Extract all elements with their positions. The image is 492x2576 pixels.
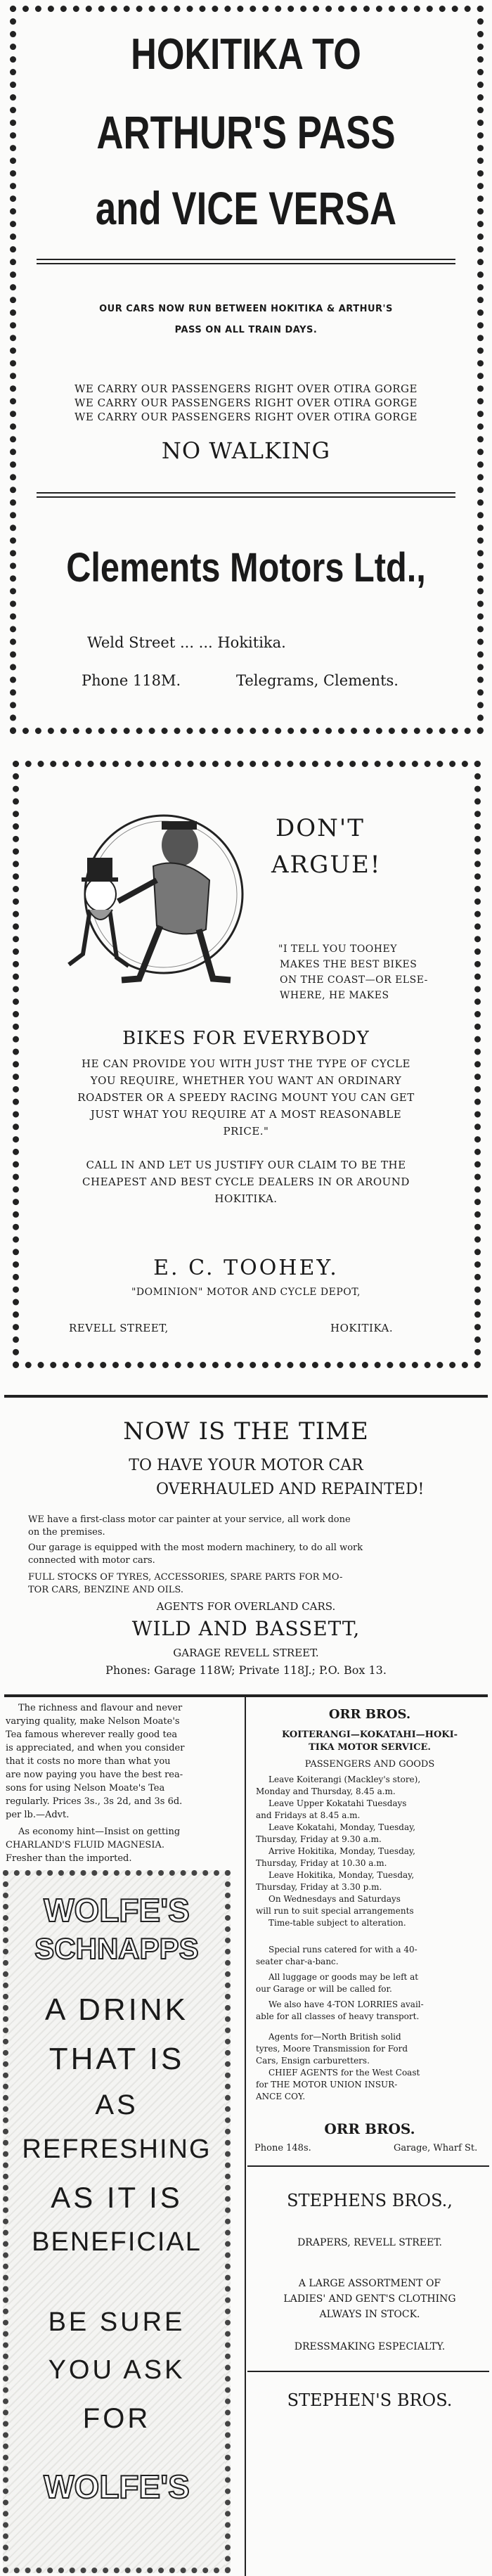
orr-para-5: We also have 4-TON LORRIES avail- <box>268 1999 424 2009</box>
ad3-body-2b: connected with motor cars. <box>28 1555 155 1566</box>
wolfe-brand-1: WOLFE'S <box>44 1892 190 1928</box>
orr-sched-3: Leave Upper Kokatahi Tuesdays <box>268 1798 407 1808</box>
ad2-heading: BIKES FOR EVERYBODY <box>122 1028 370 1049</box>
ad2-quote-4: WHERE, HE MAKES <box>280 990 389 1001</box>
orr-agents-4: CHIEF AGENTS for the West Coast <box>268 2068 420 2078</box>
orr-para-1: Special runs catered for with a 40- <box>268 1945 417 1954</box>
orr-sched-8: Thursday, Friday at 10.30 a.m. <box>256 1858 387 1868</box>
ad1-rule-1 <box>37 259 455 260</box>
ad1-carry-line-1: WE CARRY OUR PASSENGERS RIGHT OVER OTIRA GORGE <box>75 382 417 395</box>
tea-line-9: per lb.—Advt. <box>6 1810 70 1820</box>
ad3-sub-2: OVERHAULED AND REPAINTED! <box>156 1481 425 1498</box>
ad1-rule-2 <box>37 263 455 264</box>
orr-route-2: TIKA MOTOR SERVICE. <box>309 1742 431 1753</box>
ad1-cars-line-1: OUR CARS NOW RUN BETWEEN HOKITIKA & ARTHUR'S <box>99 304 393 314</box>
orr-agents-1: Agents for—North British solid <box>268 2032 401 2042</box>
tea-line-10: As economy hint—Insist on getting <box>18 1827 181 1837</box>
stephens-rule <box>247 2371 489 2372</box>
orr-para-6: able for all classes of heavy transport. <box>256 2011 420 2021</box>
orr-sched-5: Leave Kokatahi, Monday, Tuesday, <box>268 1822 416 1832</box>
ad3-street: GARAGE REVELL STREET. <box>173 1647 319 1659</box>
ad1-carry-line-3: WE CARRY OUR PASSENGERS RIGHT OVER OTIRA GORGE <box>75 411 417 423</box>
ad1-street: Weld Street ... ... Hokitika. <box>87 634 286 651</box>
cyclist-illustration <box>34 789 245 1000</box>
orr-bottom-rule <box>247 2165 489 2167</box>
ad2-name: E. C. TOOHEY. <box>153 1256 339 1280</box>
orr-para-4: our Garage or will be called for. <box>256 1984 392 1994</box>
orr-sched-11: On Wednesdays and Saturdays <box>268 1894 401 1904</box>
column-divider <box>245 1697 246 2576</box>
stephens-line-3: ALWAYS IN STOCK. <box>319 2309 420 2320</box>
tea-line-11: CHARLAND'S FLUID MAGNESIA. <box>6 1840 164 1850</box>
orr-para-2: seater char-a-banc. <box>256 1957 339 1966</box>
stephens-line-2: LADIES' AND GENT'S CLOTHING <box>283 2293 456 2305</box>
ad3-body-1b: on the premises. <box>28 1527 105 1538</box>
stephens-line-1: A LARGE ASSORTMENT OF <box>298 2278 441 2289</box>
orr-agents-3: Cars, Ensign carburetters. <box>256 2056 370 2066</box>
ad1-phone: Phone 118M. <box>82 672 181 689</box>
tea-line-2: varying quality, make Nelson Moate's <box>6 1716 180 1727</box>
ad1-telegrams: Telegrams, Clements. <box>236 672 399 689</box>
stephens-title-2: STEPHEN'S BROS. <box>287 2390 453 2410</box>
wolfe-word-1: A DRINK <box>44 1992 189 2027</box>
ad2-body-5: PRICE." <box>223 1125 269 1138</box>
ad2-dont: DON'T <box>276 814 365 842</box>
ad1-cars-line-2: PASS ON ALL TRAIN DAYS. <box>174 325 318 335</box>
wolfe-word-8: YOU ASK <box>48 2355 186 2385</box>
tea-line-12: Fresher than the imported. <box>6 1853 132 1864</box>
orr-title: ORR BROS. <box>328 1707 411 1722</box>
ad2-street: REVELL STREET, <box>69 1322 169 1334</box>
tea-line-4: is appreciated, and when you consider <box>6 1743 185 1753</box>
wolfe-word-9: FOR <box>82 2403 151 2434</box>
orr-sched-1: Leave Koiterangi (Mackley's store), <box>268 1775 421 1784</box>
ad3-body-3a: FULL STOCKS OF TYRES, ACCESSORIES, SPARE PARTS FOR MO- <box>28 1572 343 1583</box>
wolfe-word-4: REFRESHING <box>22 2134 212 2164</box>
orr-sched-7: Arrive Hokitika, Monday, Tuesday, <box>268 1846 415 1856</box>
wolfe-word-6: BENEFICIAL <box>32 2227 202 2257</box>
ad3-phones: Phones: Garage 118W; Private 118J.; P.O. Box 13. <box>105 1663 387 1677</box>
ad1-carry-line-2: WE CARRY OUR PASSENGERS RIGHT OVER OTIRA GORGE <box>75 397 417 409</box>
orr-agents-5: for THE MOTOR UNION INSUR- <box>256 2080 398 2089</box>
ad2-body-4: JUST WHAT YOU REQUIRE AT A MOST REASONABLE <box>90 1108 402 1121</box>
ad2-town: HOKITIKA. <box>330 1322 394 1334</box>
ad2-call-2: CHEAPEST AND BEST CYCLE DEALERS IN OR AROUND <box>82 1176 410 1188</box>
ad2-body-1: HE CAN PROVIDE YOU WITH JUST THE TYPE OF CYCLE <box>82 1057 410 1070</box>
orr-para-3: All luggage or goods may be left at <box>268 1972 419 1982</box>
ad2-quote-2: MAKES THE BEST BIKES <box>280 959 417 970</box>
ad3-body-1a: WE have a first-class motor car painter at your service, all work done <box>28 1514 351 1525</box>
ad3-sub-1: TO HAVE YOUR MOTOR CAR <box>129 1457 363 1474</box>
tea-line-3: Tea famous wherever really good tea <box>6 1730 178 1740</box>
orr-sched-10: Thursday, Friday at 3.30 p.m. <box>256 1882 382 1892</box>
ad2-quote-1: "I TELL YOU TOOHEY <box>278 944 397 955</box>
orr-sched-9: Leave Hokitika, Monday, Tuesday, <box>268 1870 415 1880</box>
stephens-title: STEPHENS BROS., <box>287 2191 453 2210</box>
tea-line-5: that it costs no more than what you <box>6 1756 171 1767</box>
wolfe-word-2: THAT IS <box>48 2042 185 2076</box>
ad2-call-3: HOKITIKA. <box>214 1192 278 1205</box>
ad1-title-1: HOKITIKA TO <box>131 30 361 79</box>
tea-line-1: The richness and flavour and never <box>18 1703 183 1713</box>
orr-route: KOITERANGI—KOKATAHI—HOKI- <box>281 1730 458 1740</box>
wolfe-word-7: BE SURE <box>48 2307 186 2337</box>
ad3-name: WILD AND BASSETT, <box>131 1617 361 1640</box>
orr-garage: Garage, Wharf St. <box>394 2143 478 2153</box>
wolfe-brand-2: SCHNAPPS <box>34 1932 199 1965</box>
ad2-body-2: YOU REQUIRE, WHETHER YOU WANT AN ORDINARY <box>90 1074 402 1087</box>
ad2-call-1: CALL IN AND LET US JUSTIFY OUR CLAIM TO BE THE <box>86 1159 406 1171</box>
orr-agents-6: ANCE COY. <box>256 2092 306 2101</box>
orr-agents-2: tyres, Moore Transmission for Ford <box>256 2044 408 2054</box>
ad3-bottom-rule <box>4 1694 488 1697</box>
orr-phone: Phone 148s. <box>254 2143 311 2153</box>
orr-sched-2: Monday and Thursday, 8.45 a.m. <box>256 1786 396 1796</box>
orr-sub: PASSENGERS AND GOODS <box>304 1759 435 1770</box>
ad3-agents: AGENTS FOR OVERLAND CARS. <box>156 1600 336 1613</box>
ad2-body-3: ROADSTER OR A SPEEDY RACING MOUNT YOU CAN GET <box>77 1091 415 1104</box>
ad3-body-3b: TOR CARS, BENZINE AND OILS. <box>28 1585 183 1595</box>
tea-line-6: are now paying you have the best rea- <box>6 1770 183 1780</box>
ad2-depot: "DOMINION" MOTOR AND CYCLE DEPOT, <box>131 1287 361 1298</box>
stephens-dress: DRESSMAKING ESPECIALTY. <box>294 2341 446 2352</box>
ad2-quote-3: ON THE COAST—OR ELSE- <box>280 974 428 986</box>
ad3-body-2a: Our garage is equipped with the most modern machinery, to do all work <box>28 1543 363 1553</box>
ad1-rule-4 <box>37 496 455 498</box>
ad2-argue: ARGUE! <box>271 851 382 879</box>
wolfe-word-5: AS IT IS <box>51 2181 183 2214</box>
tea-line-7: sons for using Nelson Moate's Tea <box>6 1783 165 1793</box>
orr-sched-6: Thursday, Friday at 9.30 a.m. <box>256 1834 382 1844</box>
orr-footer-title: ORR BROS. <box>324 2120 415 2137</box>
orr-sched-13: Time-table subject to alteration. <box>268 1918 406 1928</box>
tea-line-8: regularly. Prices 3s., 3s 2d, and 3s 6d. <box>6 1796 183 1807</box>
wolfe-word-10: WOLFE'S <box>44 2468 190 2505</box>
ad3-title: NOW IS THE TIME <box>123 1417 369 1445</box>
ad1-rule-3 <box>37 492 455 494</box>
ad1-title-3: and VICE VERSA <box>95 182 397 234</box>
wolfe-word-3: AS <box>95 2089 138 2120</box>
ad1-no-walking: NO WALKING <box>161 437 331 464</box>
stephens-sub: DRAPERS, REVELL STREET. <box>297 2237 442 2248</box>
ad3-top-rule <box>4 1395 488 1398</box>
ad1-title-2: ARTHUR'S PASS <box>96 106 396 158</box>
orr-sched-12: will run to suit special arrangements <box>256 1906 414 1916</box>
orr-sched-4: and Fridays at 8.45 a.m. <box>256 1810 361 1820</box>
ad1-company: Clements Motors Ltd., <box>66 545 426 591</box>
